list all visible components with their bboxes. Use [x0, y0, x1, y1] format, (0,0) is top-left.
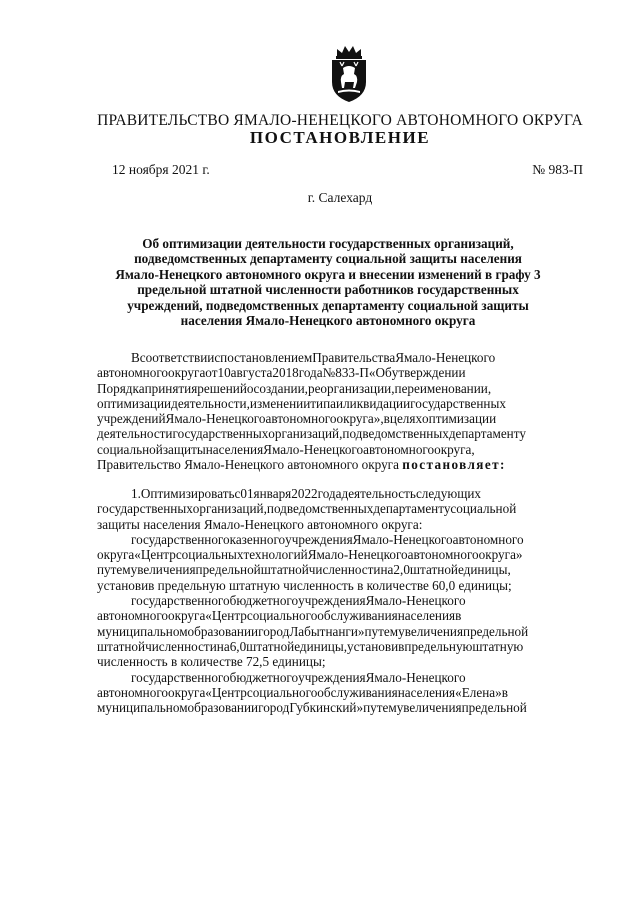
body-line: автономногоокругаот10августа2018года№833-П«Обутверждении	[97, 365, 466, 381]
body-line: численность в количестве 72,5 единицы;	[97, 654, 326, 670]
body-line: государственныхорганизаций,подведомственныхдепартаментусоциальной	[97, 501, 517, 517]
body-line: муниципальномобразованиигородЛабытнанги»путемувеличенияпредельной	[97, 623, 529, 639]
government-name: ПРАВИТЕЛЬСТВО ЯМАЛО-НЕНЕЦКОГО АВТОНОМНОГО ОКРУГА	[97, 112, 583, 129]
title-line: предельной штатной численности работников государственных	[137, 282, 519, 298]
body-line: Порядкапринятиярешенийосоздании,реорганизации,переименовании,	[97, 380, 492, 396]
preamble-subject: Правительство Ямало-Ненецкого автономного округа	[97, 457, 399, 473]
document-city: г. Салехард	[307, 190, 373, 205]
body-line: государственногобюджетногоучрежденияЯмало-Ненецкого	[131, 593, 466, 609]
title-line: населения Ямало-Ненецкого автономного округа	[180, 313, 476, 329]
body-line: округа«ЦентрсоциальныхтехнологийЯмало-Ненецкогоавтономногоокруга»	[97, 547, 523, 563]
preamble-paragraph	[97, 350, 601, 472]
coat-of-arms-icon	[328, 44, 370, 104]
body-line: автономногоокруга«Центрсоциальногообслуживаниянаселения«Елена»в	[97, 684, 508, 700]
body-line: 1.Оптимизироватьс01января2022годадеятельностьследующих	[131, 486, 482, 501]
body-line: штатнойчисленностина6,0штатнойединицы,установивпредельнуюштатную	[97, 638, 524, 654]
document-title	[108, 236, 548, 328]
title-line: учреждений, подведомственных департаменту социальной защиты	[127, 297, 529, 313]
body-line: государственногобюджетногоучрежденияЯмало-Ненецкого	[131, 669, 466, 685]
body-line: учрежденийЯмало-Ненецкогоавтономногоокруга»,вцеляхоптимизации	[97, 411, 497, 427]
body-line: установив предельную штатную численность в количестве 60,0 единицы;	[97, 577, 512, 593]
body-line-last	[97, 457, 601, 472]
document-date: 12 ноября 2021 г.	[112, 162, 210, 177]
body-line: оптимизациидеятельности,изменениитипаиликвидациигосударственных	[97, 395, 506, 411]
title-line: Об оптимизации деятельности государственных организаций,	[142, 236, 514, 251]
clause-1	[97, 486, 601, 715]
body-line: муниципальномобразованиигородГубкинский»путемувеличенияпредельной	[97, 700, 527, 716]
title-line: подведомственных департаменту социальной защиты населения	[134, 251, 522, 267]
document-kind: ПОСТАНОВЛЕНИЕ	[249, 128, 431, 147]
body-line: ВсоответствииспостановлениемПравительстваЯмало-Ненецкого	[131, 350, 496, 365]
title-line: Ямало-Ненецкого автономного округа и внесении изменений в графу 3	[115, 266, 541, 282]
body-line: автономногоокруга«Центрсоциальногообслуживаниянаселенияв	[97, 608, 462, 624]
body-line: путемувеличенияпредельнойштатнойчисленностина2,0штатнойединицы,	[97, 562, 511, 578]
body-line: государственногоказенногоучрежденияЯмало-Ненецкогоавтономного	[131, 531, 524, 547]
body-line: социальнойзащитынаселенияЯмало-Ненецкогоавтономногоокруга,	[97, 441, 475, 457]
body-line: защиты населения Ямало-Ненецкого автономного округа:	[97, 516, 423, 532]
preamble-verb: постановляет:	[402, 457, 506, 473]
document-number: № 983-П	[532, 162, 583, 177]
body-line: деятельностигосударственныхорганизаций,подведомственныхдепартаменту	[97, 426, 526, 442]
